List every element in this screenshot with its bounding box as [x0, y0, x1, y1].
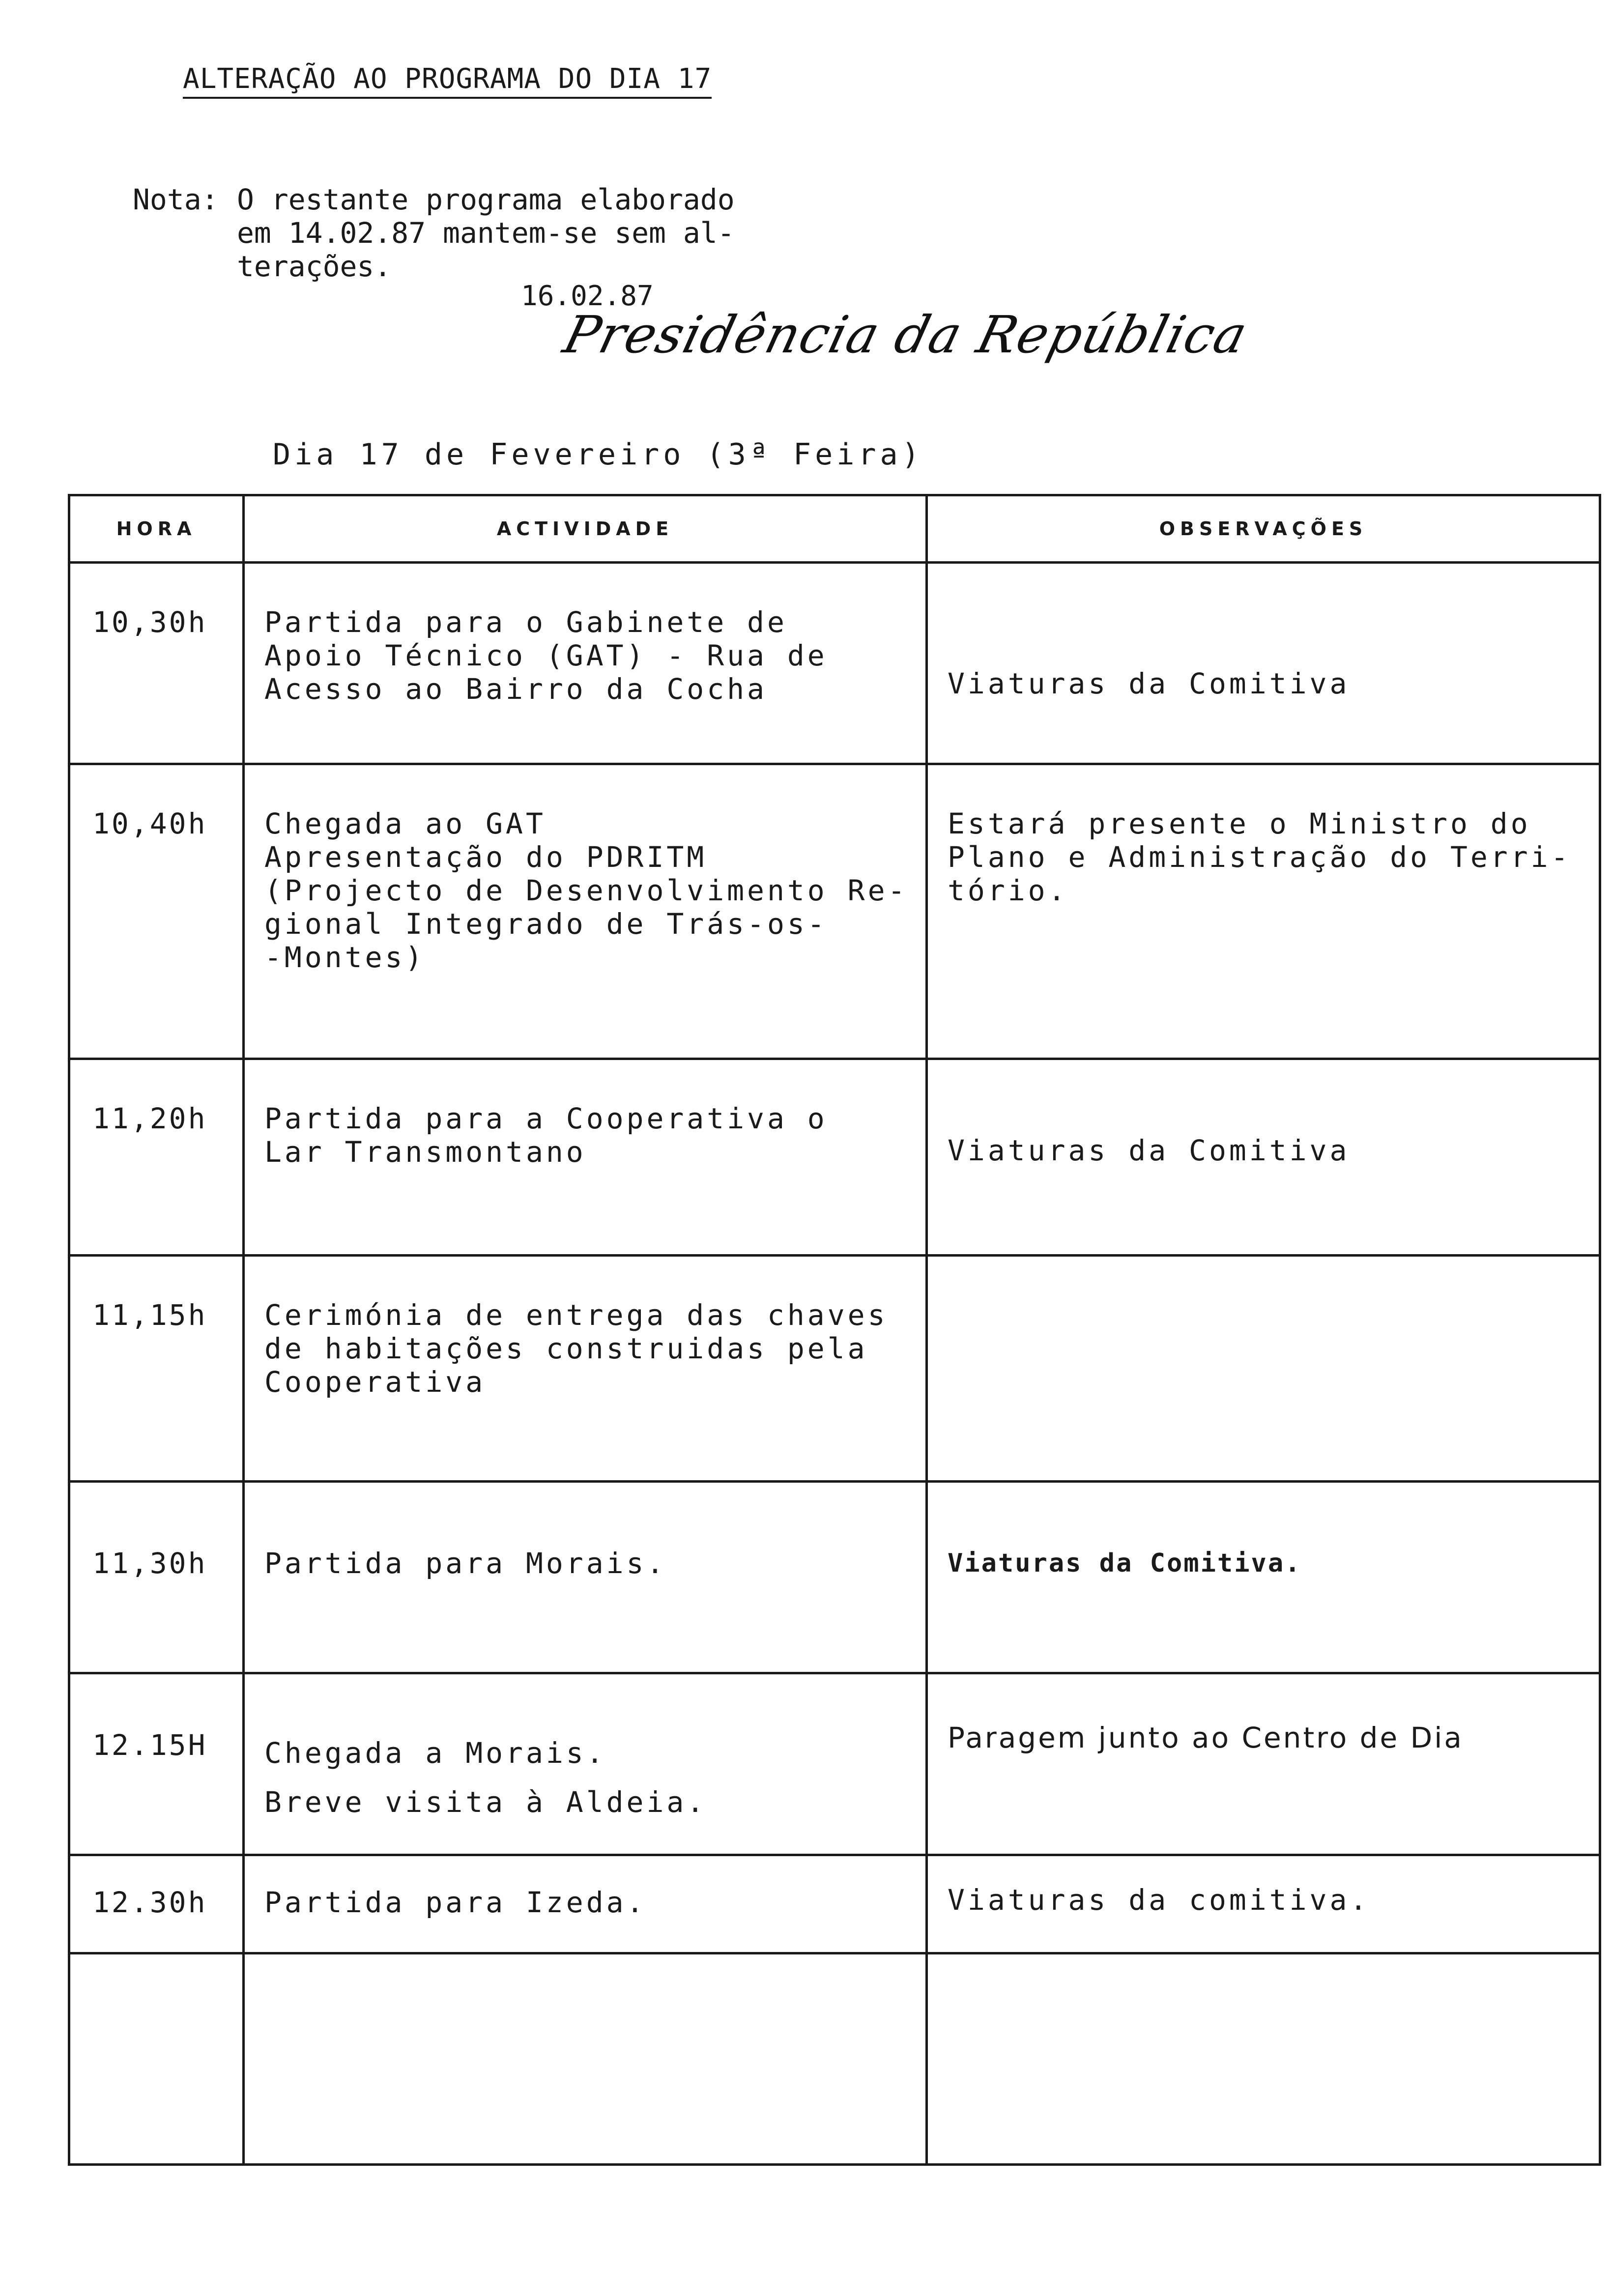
note-line: terações.: [237, 250, 392, 283]
actividade-line: (Projecto de Desenvolvimento Re-: [264, 874, 908, 907]
note-block: [133, 183, 735, 283]
actividade-line: Partida para o Gabinete de: [264, 605, 787, 639]
actividade-line: Acesso ao Bairro da Cocha: [264, 672, 767, 706]
actividade-line: Partida para a Cooperativa o: [264, 1102, 828, 1135]
actividade-line: Apresentação do PDRITM: [264, 840, 707, 874]
table-row: [69, 1482, 1600, 1673]
observacoes-cell: [927, 1855, 1600, 1953]
actividade-cell: [244, 1059, 927, 1256]
observacoes-cell: [927, 764, 1600, 1059]
table-row: [69, 1673, 1600, 1855]
actividade-line: Chegada a Morais.: [264, 1736, 606, 1770]
hora-cell: 12.15H: [69, 1673, 244, 1855]
actividade-line: Cerimónia de entrega das chaves: [264, 1298, 888, 1332]
actividade-cell: [244, 1953, 927, 2165]
actividade-cell: [244, 764, 927, 1059]
actividade-line: Partida para Morais.: [264, 1547, 667, 1580]
actividade-cell: [244, 1482, 927, 1673]
actividade-line: gional Integrado de Trás-os-: [264, 907, 828, 941]
note-label: Nota:: [133, 183, 219, 216]
note-line: O restante programa elaborado: [237, 183, 735, 216]
observacoes-cell: [927, 1953, 1600, 2165]
table-header-row: [69, 495, 1600, 563]
actividade-line: Chegada ao GAT: [264, 807, 546, 840]
table-row: [69, 1059, 1600, 1256]
hora-cell: 10,40h: [69, 764, 244, 1059]
actividade-line: de habitações construidas pela: [264, 1332, 868, 1365]
day-heading: Dia 17 de Fevereiro (3ª Feira): [273, 437, 923, 472]
actividade-line: Apoio Técnico (GAT) - Rua de: [264, 639, 828, 672]
actividade-line: Partida para Izeda.: [264, 1886, 647, 1919]
column-header-hora: HORA: [69, 495, 244, 563]
observacoes-line: Viaturas da comitiva.: [948, 1883, 1370, 1917]
hora-cell: 11,20h: [69, 1059, 244, 1256]
actividade-cell: [244, 563, 927, 764]
actividade-line: Lar Transmontano: [264, 1135, 586, 1169]
table-row: [69, 563, 1600, 764]
observacoes-line: Viaturas da Comitiva: [948, 1134, 1350, 1167]
actividade-line: -Montes): [264, 941, 426, 974]
actividade-line: Breve visita à Aldeia.: [264, 1785, 707, 1819]
observacoes-line: Estará presente o Ministro do: [948, 807, 1531, 840]
observacoes-line: tório.: [948, 874, 1068, 907]
actividade-line: Cooperativa: [264, 1365, 486, 1399]
note-date: 16.02.87: [521, 280, 654, 312]
hora-cell: [69, 1953, 244, 2165]
note-line: em 14.02.87 mantem-se sem al-: [237, 216, 735, 250]
document-title: ALTERAÇÃO AO PROGRAMA DO DIA 17: [183, 63, 712, 99]
note-body: [237, 183, 735, 283]
presidency-seal-text: Presidência da República: [557, 305, 1254, 365]
hora-cell: 11,15h: [69, 1256, 244, 1482]
hora-cell: 10,30h: [69, 563, 244, 764]
table-row: [69, 1953, 1600, 2165]
observacoes-line: Viaturas da Comitiva: [948, 667, 1350, 700]
observacoes-cell: [927, 1482, 1600, 1673]
column-header-actividade: ACTIVIDADE: [244, 495, 927, 563]
observacoes-line: Plano e Administração do Terri-: [948, 840, 1571, 874]
column-header-observacoes: OBSERVAÇÕES: [927, 495, 1600, 563]
observacoes-cell: [927, 563, 1600, 764]
observacoes-line: Viaturas da Comitiva.: [948, 1549, 1302, 1578]
observacoes-cell: [927, 1256, 1600, 1482]
hora-cell: 11,30h: [69, 1482, 244, 1673]
observacoes-cell: [927, 1059, 1600, 1256]
hora-cell: 12.30h: [69, 1855, 244, 1953]
table-row: [69, 764, 1600, 1059]
actividade-cell: [244, 1855, 927, 1953]
observacoes-line: Paragem junto ao Centro de Dia: [948, 1721, 1464, 1754]
observacoes-cell: [927, 1673, 1600, 1855]
schedule-table: [68, 494, 1601, 2166]
actividade-cell: [244, 1673, 927, 1855]
table-row: [69, 1256, 1600, 1482]
actividade-cell: [244, 1256, 927, 1482]
table-row: [69, 1855, 1600, 1953]
